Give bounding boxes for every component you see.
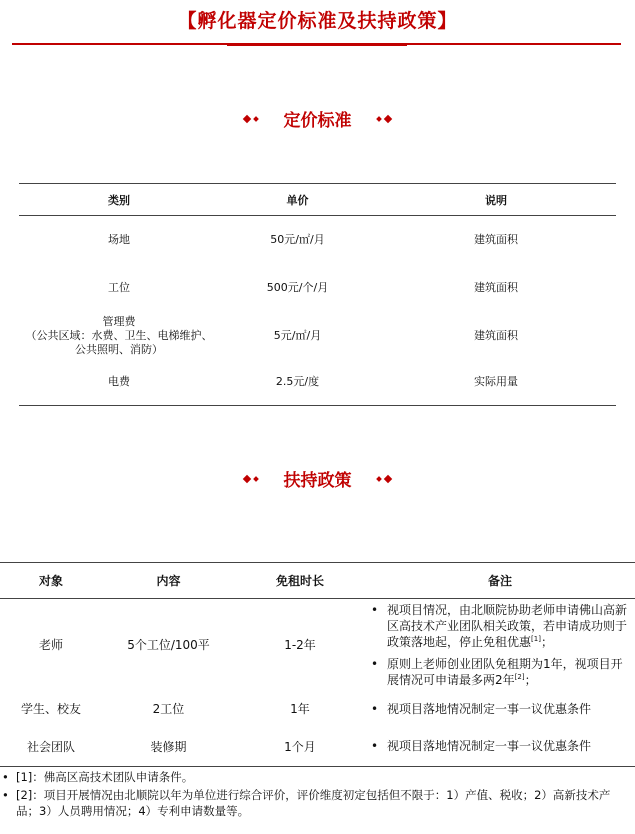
policy-header-row [0,563,635,599]
policy-notes [365,599,635,691]
policy-duration: 1个月 [235,727,365,767]
policy-duration: 1年 [290,702,310,716]
pricing-category-line: 公共照明、消防） [75,342,163,356]
policy-target: 社会团队 [0,727,102,767]
policy-note-item: • 原则上老师创业团队免租期为1年，视项目开展情况可申请最多两2年[2]； [371,656,629,688]
pricing-note: 建筑面积 [474,280,518,294]
policy-header-duration: 免租时长 [235,563,365,599]
policy-note-item: • 视项目落地情况制定一事一议优惠条件 [371,701,629,717]
policy-notes [365,727,635,767]
policy-header-target: 对象 [0,563,102,599]
footnote-ref: [1] [531,634,541,643]
policy-content: 5个工位/100平 [127,638,210,653]
diamond-right-icon [371,474,393,484]
policy-section-header [0,466,635,491]
footnote-ref: [2] [514,672,525,681]
pricing-header-row [19,184,616,216]
pricing-category: 场地 [108,232,130,246]
table-row [19,216,616,264]
pricing-note: 实际用量 [376,360,616,406]
pricing-category-line: （公共区域：水费、卫生、电梯维护、 [25,328,213,342]
table-row [19,312,616,360]
table-row [19,264,616,312]
page-title: 【孵化器定价标准及扶持政策】 [177,10,458,32]
pricing-header-category: 类别 [19,184,219,216]
policy-table [0,562,635,767]
footnote-item: • [1]：佛高区高技术团队申请条件。 [0,769,630,785]
policy-notes [365,691,635,727]
pricing-note: 建筑面积 [474,328,518,342]
policy-note-item: • 视项目情况，由北顺院协助老师申请佛山高新区高技术产业团队相关政策，若申请成功则于政策落地起，停止免租优惠[1]； [371,602,629,650]
table-row [0,599,635,691]
pricing-heading: 定价标准 [283,111,352,131]
pricing-price: 2.5元/度 [219,360,376,406]
diamond-left-icon [242,114,264,124]
pricing-header-price: 单价 [219,184,376,216]
footnote-item: • [2]：项目开展情况由北顺院以年为单位进行综合评价，评价维度初定包括但不限于：1）产值、税收；2）高新技术产品；3）人员聘用情况；4）专利申请数量等。 [0,787,630,819]
policy-heading: 扶持政策 [283,471,352,491]
pricing-price: 5元/㎡/月 [273,328,322,342]
pricing-price: 50元/㎡/月 [270,232,325,246]
policy-content: 2工位 [152,702,185,716]
pricing-price: 500元/个/月 [266,280,329,294]
policy-content: 装修期 [102,727,235,767]
policy-header-content: 内容 [102,563,235,599]
pricing-note: 建筑面积 [474,232,518,246]
policy-duration: 1-2年 [284,638,316,653]
title-divider [12,43,621,45]
table-row [19,360,616,406]
pricing-category: 工位 [108,280,130,294]
pricing-header-note: 说明 [376,184,616,216]
pricing-category: 电费 [19,360,219,406]
footnotes [0,769,630,821]
diamond-right-icon [371,114,393,124]
policy-target: 老师 [38,638,63,653]
policy-header-notes: 备注 [365,563,635,599]
pricing-category-line: 管理费 [102,314,136,328]
pricing-table [19,183,616,406]
policy-target: 学生、校友 [20,702,81,716]
policy-note-item: • 视项目落地情况制定一事一议优惠条件 [371,738,629,754]
pricing-section-header [0,106,635,131]
pricing-category [19,312,219,360]
diamond-left-icon [242,474,264,484]
table-row [0,691,635,727]
table-row [0,727,635,767]
